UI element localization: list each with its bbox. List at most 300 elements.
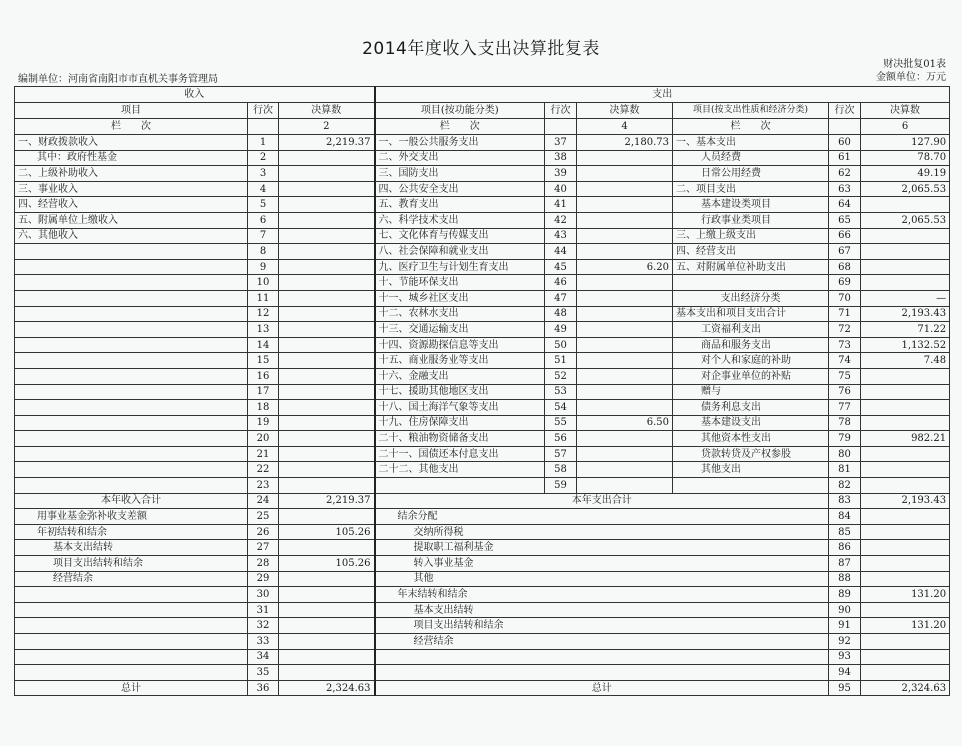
expense-econ-item: 人员经费 xyxy=(673,150,829,166)
row-number: 28 xyxy=(248,556,279,572)
expense-econ-amount xyxy=(861,415,950,431)
table-row xyxy=(15,290,950,306)
expense-econ-item: 四、经营支出 xyxy=(673,244,829,260)
income-item xyxy=(15,290,248,306)
income-item xyxy=(15,400,248,416)
expense-amount xyxy=(861,524,950,540)
income-item xyxy=(15,353,248,369)
income-item xyxy=(15,587,248,603)
row-number: 14 xyxy=(248,337,279,353)
expense-func-item: 十五、商业服务业等支出 xyxy=(375,353,545,369)
expense-amount xyxy=(861,665,950,681)
income-amount xyxy=(279,228,375,244)
expense-econ-item: 基本建设支出 xyxy=(673,415,829,431)
col-item-econ: 项目(按支出性质和经济分类) xyxy=(673,103,829,119)
expense-econ-amount: 2,065.53 xyxy=(861,181,950,197)
expense-econ-amount xyxy=(861,478,950,494)
row-number: 93 xyxy=(829,649,861,665)
expense-func-item: 五、教育支出 xyxy=(375,197,545,213)
expense-func-amount: 6.50 xyxy=(577,415,673,431)
expense-func-amount xyxy=(577,197,673,213)
budget-table xyxy=(14,86,950,696)
expense-func-item: 九、医疗卫生与计划生育支出 xyxy=(375,259,545,275)
expense-econ-amount xyxy=(861,197,950,213)
table-row xyxy=(15,540,950,556)
header-row-1 xyxy=(15,87,950,103)
table-row xyxy=(15,368,950,384)
row-number: 69 xyxy=(829,275,861,291)
row-number: 63 xyxy=(829,181,861,197)
row-number: 70 xyxy=(829,290,861,306)
expense-econ-amount: 49.19 xyxy=(861,166,950,182)
expense-econ-item: 基本支出和项目支出合计 xyxy=(673,306,829,322)
income-item xyxy=(15,275,248,291)
row-number: 54 xyxy=(545,400,577,416)
row-number: 86 xyxy=(829,540,861,556)
row-number: 58 xyxy=(545,462,577,478)
row-number: 67 xyxy=(829,244,861,260)
income-item xyxy=(15,384,248,400)
income-item: 用事业基金弥补收支差额 xyxy=(15,509,248,525)
expense-func-item: 十一、城乡社区支出 xyxy=(375,290,545,306)
expense-econ-item: 对企事业单位的补贴 xyxy=(673,368,829,384)
expense-econ-item xyxy=(673,275,829,291)
income-item: 基本支出结转 xyxy=(15,540,248,556)
expense-econ-item: 三、上缴上级支出 xyxy=(673,228,829,244)
expense-econ-amount xyxy=(861,259,950,275)
expense-func-amount xyxy=(577,150,673,166)
col-seq: 行次 xyxy=(248,103,279,119)
income-amount: 105.26 xyxy=(279,556,375,572)
row-number: 12 xyxy=(248,306,279,322)
income-item: 二、上级补助收入 xyxy=(15,166,248,182)
table-row xyxy=(15,509,950,525)
expense-item: 其他 xyxy=(375,571,829,587)
expense-amount xyxy=(861,571,950,587)
table-row xyxy=(15,462,950,478)
income-header: 收入 xyxy=(15,87,375,103)
expense-func-item: 二十二、其他支出 xyxy=(375,462,545,478)
income-amount xyxy=(279,275,375,291)
expense-func-item: 七、文化体育与传媒支出 xyxy=(375,228,545,244)
expense-econ-amount: 2,065.53 xyxy=(861,212,950,228)
row-number: 40 xyxy=(545,181,577,197)
table-row xyxy=(15,337,950,353)
row-number: 23 xyxy=(248,478,279,494)
row-number: 10 xyxy=(248,275,279,291)
money-unit: 金额单位：万元 xyxy=(876,72,946,83)
expense-amount: 131.20 xyxy=(861,587,950,603)
row-number: 79 xyxy=(829,431,861,447)
row-number: 75 xyxy=(829,368,861,384)
row-number: 4 xyxy=(248,181,279,197)
expense-func-item: 四、公共安全支出 xyxy=(375,181,545,197)
row-number: 87 xyxy=(829,556,861,572)
row-number: 26 xyxy=(248,524,279,540)
row-number: 43 xyxy=(545,228,577,244)
col-item: 项目 xyxy=(15,103,248,119)
row-number: 16 xyxy=(248,368,279,384)
col-amount: 决算数 xyxy=(861,103,950,119)
row-number: 11 xyxy=(248,290,279,306)
expense-func-item: 三、国防支出 xyxy=(375,166,545,182)
expense-item: 经营结余 xyxy=(375,634,829,650)
expense-func-amount xyxy=(577,353,673,369)
table-row xyxy=(15,322,950,338)
income-amount xyxy=(279,353,375,369)
col-number-6: 6 xyxy=(861,119,950,135)
row-number: 44 xyxy=(545,244,577,260)
expense-econ-amount: 7.48 xyxy=(861,353,950,369)
income-item xyxy=(15,634,248,650)
income-item xyxy=(15,618,248,634)
row-number: 89 xyxy=(829,587,861,603)
income-amount xyxy=(279,166,375,182)
row-number: 53 xyxy=(545,384,577,400)
income-item: 总计 xyxy=(15,680,248,696)
income-amount xyxy=(279,322,375,338)
income-amount xyxy=(279,649,375,665)
row-number: 31 xyxy=(248,602,279,618)
income-amount: 105.26 xyxy=(279,524,375,540)
row-number: 64 xyxy=(829,197,861,213)
expense-amount xyxy=(861,649,950,665)
income-item: 五、附属单位上缴收入 xyxy=(15,212,248,228)
col-label: 栏 次 xyxy=(15,119,248,135)
expense-amount: 131.20 xyxy=(861,618,950,634)
income-amount xyxy=(279,197,375,213)
col-label: 栏 次 xyxy=(673,119,829,135)
row-number: 74 xyxy=(829,353,861,369)
table-row xyxy=(15,244,950,260)
form-info xyxy=(876,58,946,84)
expense-amount xyxy=(861,634,950,650)
table-row xyxy=(15,524,950,540)
income-amount xyxy=(279,400,375,416)
expense-amount xyxy=(861,540,950,556)
expense-econ-item: 其他资本性支出 xyxy=(673,431,829,447)
expense-func-item: 十二、农林水支出 xyxy=(375,306,545,322)
expense-func-item: 十九、住房保障支出 xyxy=(375,415,545,431)
expense-func-amount xyxy=(577,478,673,494)
row-number: 48 xyxy=(545,306,577,322)
row-number: 41 xyxy=(545,197,577,213)
row-number: 27 xyxy=(248,540,279,556)
income-item xyxy=(15,462,248,478)
table-row xyxy=(15,680,950,696)
income-amount xyxy=(279,368,375,384)
row-number: 15 xyxy=(248,353,279,369)
income-amount xyxy=(279,337,375,353)
income-item xyxy=(15,446,248,462)
expense-econ-amount xyxy=(861,462,950,478)
expense-econ-amount xyxy=(861,275,950,291)
income-item xyxy=(15,244,248,260)
expense-func-amount xyxy=(577,337,673,353)
income-item xyxy=(15,415,248,431)
income-amount xyxy=(279,290,375,306)
row-number: 56 xyxy=(545,431,577,447)
expense-func-amount: 2,180.73 xyxy=(577,135,673,151)
expense-func-item: 二十一、国债还本付息支出 xyxy=(375,446,545,462)
income-item xyxy=(15,306,248,322)
table-row xyxy=(15,587,950,603)
income-amount xyxy=(279,587,375,603)
expense-func-item xyxy=(375,478,545,494)
row-number: 35 xyxy=(248,665,279,681)
row-number: 3 xyxy=(248,166,279,182)
expense-item: 总计 xyxy=(375,680,829,696)
expense-econ-item: 贷款转贷及产权参股 xyxy=(673,446,829,462)
expense-econ-amount: 71.22 xyxy=(861,322,950,338)
row-number: 90 xyxy=(829,602,861,618)
income-item: 本年收入合计 xyxy=(15,493,248,509)
row-number: 49 xyxy=(545,322,577,338)
row-number: 17 xyxy=(248,384,279,400)
expense-func-amount xyxy=(577,228,673,244)
expense-func-item: 十七、援助其他地区支出 xyxy=(375,384,545,400)
income-item: 其中：政府性基金 xyxy=(15,150,248,166)
page-title: 2014年度收入支出决算批复表 xyxy=(362,39,600,59)
income-item: 项目支出结转和结余 xyxy=(15,556,248,572)
income-amount xyxy=(279,462,375,478)
expense-econ-amount: 2,193.43 xyxy=(861,306,950,322)
income-amount: 2,219.37 xyxy=(279,493,375,509)
row-number: 25 xyxy=(248,509,279,525)
row-number: 81 xyxy=(829,462,861,478)
row-number: 80 xyxy=(829,446,861,462)
income-item xyxy=(15,431,248,447)
expense-func-amount xyxy=(577,322,673,338)
income-item xyxy=(15,478,248,494)
row-number: 8 xyxy=(248,244,279,260)
table-row xyxy=(15,275,950,291)
row-number: 65 xyxy=(829,212,861,228)
income-item xyxy=(15,368,248,384)
expense-amount: 2,193.43 xyxy=(861,493,950,509)
row-number: 55 xyxy=(545,415,577,431)
row-number: 19 xyxy=(248,415,279,431)
expense-econ-item: 支出经济分类 xyxy=(673,290,829,306)
income-amount xyxy=(279,431,375,447)
expense-func-amount xyxy=(577,181,673,197)
table-row xyxy=(15,400,950,416)
expense-func-amount xyxy=(577,166,673,182)
table-row xyxy=(15,649,950,665)
expense-func-item: 十八、国土海洋气象等支出 xyxy=(375,400,545,416)
row-number: 83 xyxy=(829,493,861,509)
expense-item: 交纳所得税 xyxy=(375,524,829,540)
row-number: 22 xyxy=(248,462,279,478)
income-amount xyxy=(279,540,375,556)
header-row-3 xyxy=(15,119,950,135)
unit-label: 编制单位：河南省南阳市市直机关事务管理局 xyxy=(18,74,218,85)
row-number: 82 xyxy=(829,478,861,494)
expense-econ-amount xyxy=(861,228,950,244)
col-label: 栏 次 xyxy=(375,119,545,135)
income-amount xyxy=(279,446,375,462)
col-item-func: 项目(按功能分类) xyxy=(375,103,545,119)
col-number-2: 2 xyxy=(279,119,375,135)
income-item: 六、其他收入 xyxy=(15,228,248,244)
table-row xyxy=(15,150,950,166)
expense-econ-amount: 982.21 xyxy=(861,431,950,447)
expense-econ-item: 五、对附属单位补助支出 xyxy=(673,259,829,275)
row-number: 57 xyxy=(545,446,577,462)
expense-econ-item: 对个人和家庭的补助 xyxy=(673,353,829,369)
income-item xyxy=(15,337,248,353)
income-amount xyxy=(279,602,375,618)
row-number: 61 xyxy=(829,150,861,166)
row-number: 42 xyxy=(545,212,577,228)
expense-func-item: 十、节能环保支出 xyxy=(375,275,545,291)
expense-func-item: 八、社会保障和就业支出 xyxy=(375,244,545,260)
table-row xyxy=(15,446,950,462)
row-number: 6 xyxy=(248,212,279,228)
table-row xyxy=(15,493,950,509)
row-number: 85 xyxy=(829,524,861,540)
table-row xyxy=(15,384,950,400)
row-number: 32 xyxy=(248,618,279,634)
row-number: 92 xyxy=(829,634,861,650)
col-amount: 决算数 xyxy=(577,103,673,119)
expense-amount: 2,324.63 xyxy=(861,680,950,696)
expense-econ-amount: 127.90 xyxy=(861,135,950,151)
expense-item: 转入事业基金 xyxy=(375,556,829,572)
expense-func-item: 十四、资源勘探信息等支出 xyxy=(375,337,545,353)
row-number: 66 xyxy=(829,228,861,244)
table-row xyxy=(15,602,950,618)
table-row xyxy=(15,228,950,244)
row-number: 91 xyxy=(829,618,861,634)
expense-econ-item: 债务利息支出 xyxy=(673,400,829,416)
expense-item: 基本支出结转 xyxy=(375,602,829,618)
income-amount xyxy=(279,618,375,634)
table-row xyxy=(15,665,950,681)
expense-func-item: 一、一般公共服务支出 xyxy=(375,135,545,151)
expense-func-amount xyxy=(577,446,673,462)
row-number: 78 xyxy=(829,415,861,431)
expense-econ-amount xyxy=(861,244,950,260)
row-number: 46 xyxy=(545,275,577,291)
table-row xyxy=(15,197,950,213)
expense-econ-amount: 1,132.52 xyxy=(861,337,950,353)
row-number: 84 xyxy=(829,509,861,525)
row-number: 21 xyxy=(248,446,279,462)
row-number: 73 xyxy=(829,337,861,353)
row-number: 72 xyxy=(829,322,861,338)
income-amount xyxy=(279,212,375,228)
expense-func-item: 六、科学技术支出 xyxy=(375,212,545,228)
income-item: 年初结转和结余 xyxy=(15,524,248,540)
row-number: 77 xyxy=(829,400,861,416)
table-row xyxy=(15,181,950,197)
expense-econ-amount xyxy=(861,368,950,384)
expense-func-amount xyxy=(577,275,673,291)
row-number: 20 xyxy=(248,431,279,447)
expense-amount xyxy=(861,556,950,572)
income-item xyxy=(15,322,248,338)
table-row xyxy=(15,135,950,151)
income-amount xyxy=(279,509,375,525)
expense-econ-amount xyxy=(861,400,950,416)
expense-item: 提取职工福利基金 xyxy=(375,540,829,556)
expense-func-item: 十六、金融支出 xyxy=(375,368,545,384)
row-number: 62 xyxy=(829,166,861,182)
expense-item xyxy=(375,649,829,665)
row-number: 76 xyxy=(829,384,861,400)
row-number: 52 xyxy=(545,368,577,384)
expense-econ-item: 商品和服务支出 xyxy=(673,337,829,353)
income-item xyxy=(15,665,248,681)
expense-econ-item: 日常公用经费 xyxy=(673,166,829,182)
table-row xyxy=(15,306,950,322)
row-number: 33 xyxy=(248,634,279,650)
expense-item: 本年支出合计 xyxy=(375,493,829,509)
expense-func-item: 二十、粮油物资储备支出 xyxy=(375,431,545,447)
expense-econ-item: 基本建设类项目 xyxy=(673,197,829,213)
income-amount xyxy=(279,306,375,322)
expense-func-item: 二、外交支出 xyxy=(375,150,545,166)
col-seq: 行次 xyxy=(545,103,577,119)
table-row xyxy=(15,478,950,494)
row-number: 5 xyxy=(248,197,279,213)
expense-amount xyxy=(861,602,950,618)
row-number: 50 xyxy=(545,337,577,353)
expense-econ-amount xyxy=(861,446,950,462)
table-row xyxy=(15,431,950,447)
row-number: 45 xyxy=(545,259,577,275)
expense-item: 结余分配 xyxy=(375,509,829,525)
expense-item xyxy=(375,665,829,681)
row-number: 68 xyxy=(829,259,861,275)
table-row xyxy=(15,415,950,431)
row-number: 37 xyxy=(545,135,577,151)
expense-func-amount xyxy=(577,400,673,416)
expense-func-amount xyxy=(577,384,673,400)
income-amount xyxy=(279,181,375,197)
expense-amount xyxy=(861,509,950,525)
table-row xyxy=(15,634,950,650)
row-number: 18 xyxy=(248,400,279,416)
row-number: 47 xyxy=(545,290,577,306)
expense-econ-item: 赠与 xyxy=(673,384,829,400)
income-amount xyxy=(279,634,375,650)
income-amount xyxy=(279,150,375,166)
row-number: 36 xyxy=(248,680,279,696)
col-amount: 决算数 xyxy=(279,103,375,119)
expense-item: 项目支出结转和结余 xyxy=(375,618,829,634)
income-amount xyxy=(279,478,375,494)
table-row xyxy=(15,618,950,634)
expense-econ-amount: — xyxy=(861,290,950,306)
expense-func-item: 十三、交通运输支出 xyxy=(375,322,545,338)
expense-func-amount xyxy=(577,431,673,447)
table-row xyxy=(15,571,950,587)
expense-econ-item xyxy=(673,478,829,494)
income-amount xyxy=(279,384,375,400)
income-amount xyxy=(279,415,375,431)
income-amount xyxy=(279,244,375,260)
row-number: 2 xyxy=(248,150,279,166)
row-number: 51 xyxy=(545,353,577,369)
income-item: 经营结余 xyxy=(15,571,248,587)
expense-econ-item: 工资福利支出 xyxy=(673,322,829,338)
income-item xyxy=(15,259,248,275)
income-amount: 2,324.63 xyxy=(279,680,375,696)
row-number: 30 xyxy=(248,587,279,603)
col-number-4: 4 xyxy=(577,119,673,135)
